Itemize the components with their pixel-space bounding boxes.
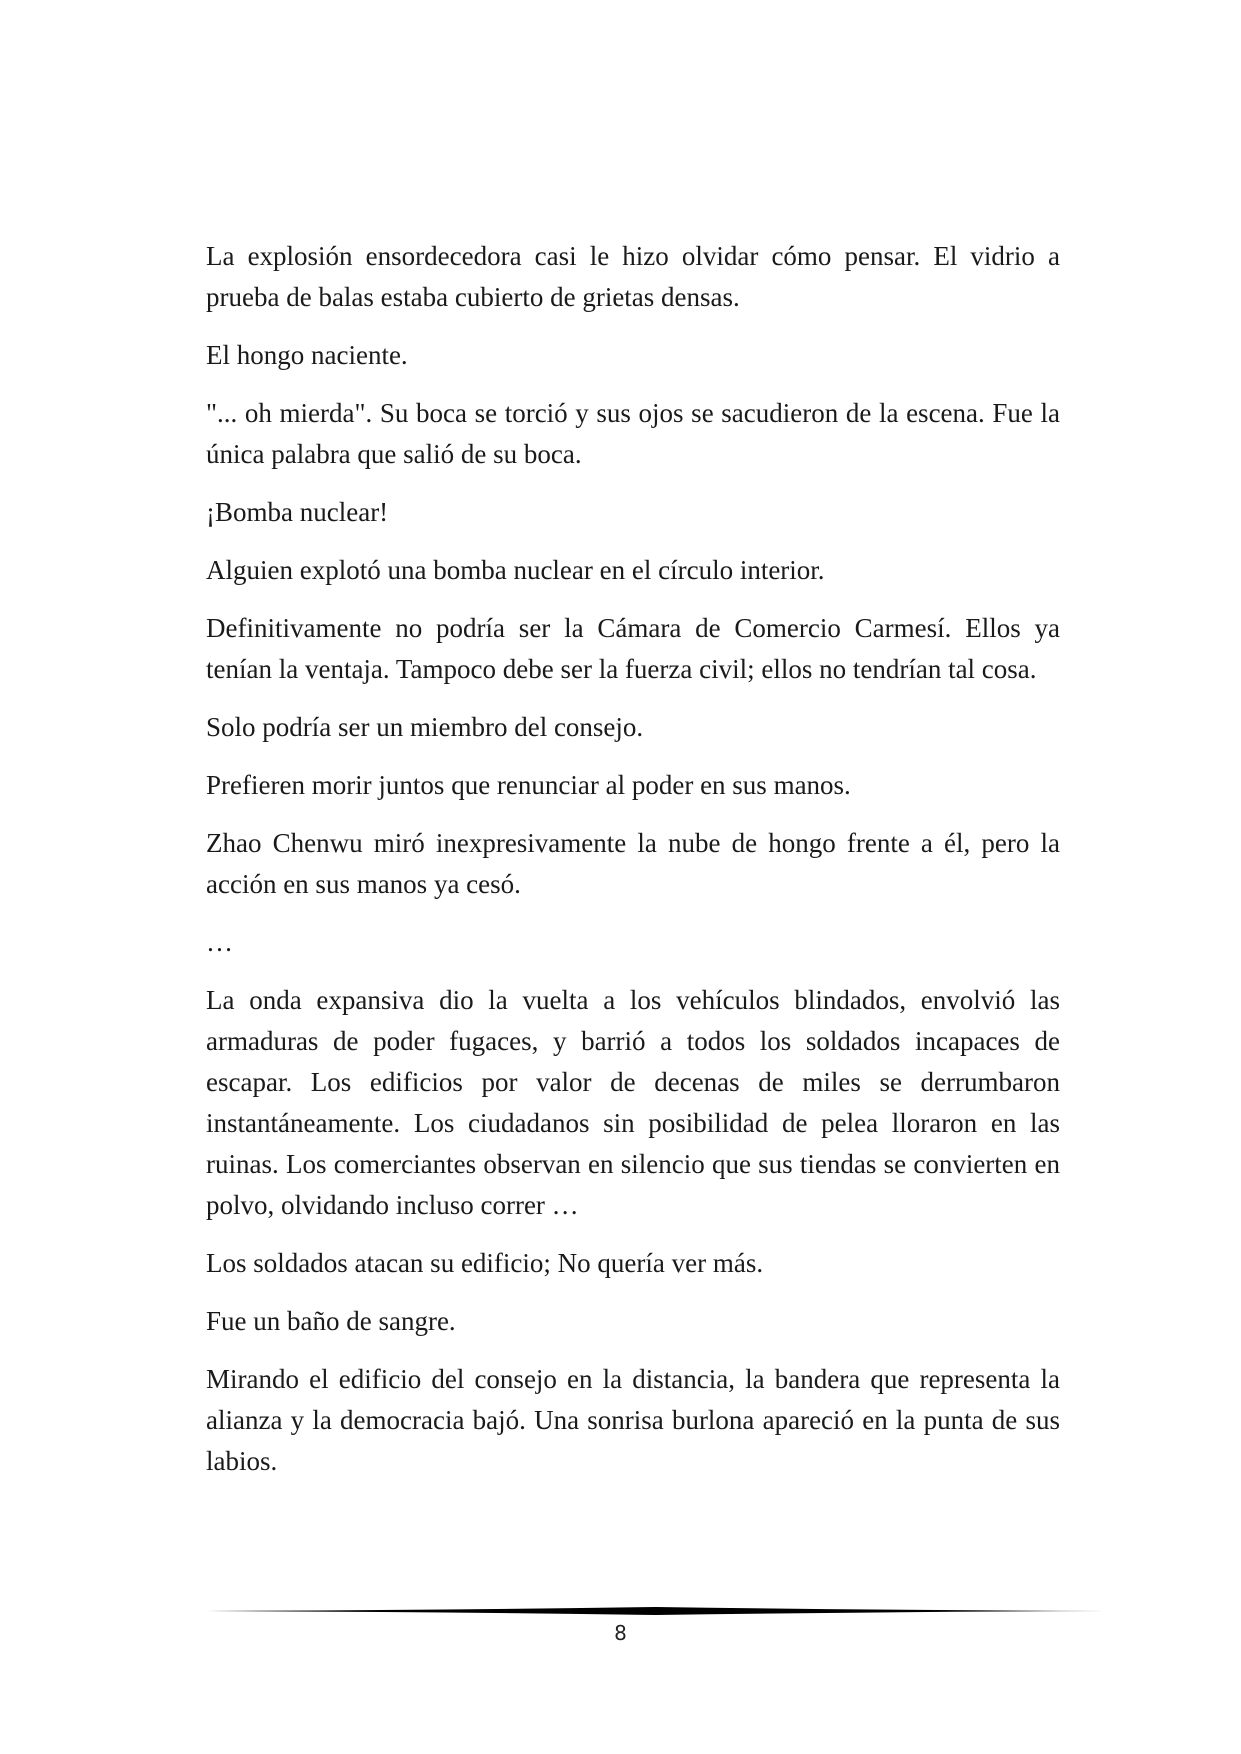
paragraph: Solo podría ser un miembro del consejo. xyxy=(206,712,644,742)
paragraph: ¡Bomba nuclear! xyxy=(206,497,389,527)
paragraph: Los soldados atacan su edificio; No quería ver más. xyxy=(206,1248,764,1278)
paragraph: El hongo naciente. xyxy=(206,340,408,370)
paragraph: La onda expansiva dio la vuelta a los vehículos blindados, envolvió las armaduras de poder fugaces, y barrió a todos los soldados incapaces de escapar. Los edificios por valor de decenas de miles se derrumbaron instantáneamente. Los ciudadanos sin posibilidad de pelea lloraron en las ruinas. Los comerciantes observan en silencio que sus tiendas se convierten en polvo, olvidando incluso correr … xyxy=(206,985,1060,1220)
paragraph: Prefieren morir juntos que renunciar al poder en sus manos. xyxy=(206,770,851,800)
paragraph: La explosión ensordecedora casi le hizo olvidar cómo pensar. El vidrio a prueba de balas estaba cubierto de grietas densas. xyxy=(206,241,1060,312)
paragraph: Fue un baño de sangre. xyxy=(206,1306,456,1336)
paragraph: "... oh mierda". Su boca se torció y sus ojos se sacudieron de la escena. Fue la única palabra que salió de su boca. xyxy=(206,398,1060,469)
paragraph: … xyxy=(206,927,233,957)
paragraph: Definitivamente no podría ser la Cámara de Comercio Carmesí. Ellos ya tenían la ventaja. Tampoco debe ser la fuerza civil; ellos no tendrían tal cosa. xyxy=(206,613,1060,684)
footer-divider xyxy=(206,1605,1106,1617)
body-text xyxy=(206,236,1060,1499)
paragraph: Mirando el edificio del consejo en la distancia, la bandera que representa la alianza y la democracia bajó. Una sonrisa burlona apareció en la punta de sus labios. xyxy=(206,1364,1060,1476)
page-number: 8 xyxy=(614,1621,627,1645)
paragraph: Zhao Chenwu miró inexpresivamente la nube de hongo frente a él, pero la acción en sus manos ya cesó. xyxy=(206,828,1060,899)
paragraph: Alguien explotó una bomba nuclear en el círculo interior. xyxy=(206,555,825,585)
